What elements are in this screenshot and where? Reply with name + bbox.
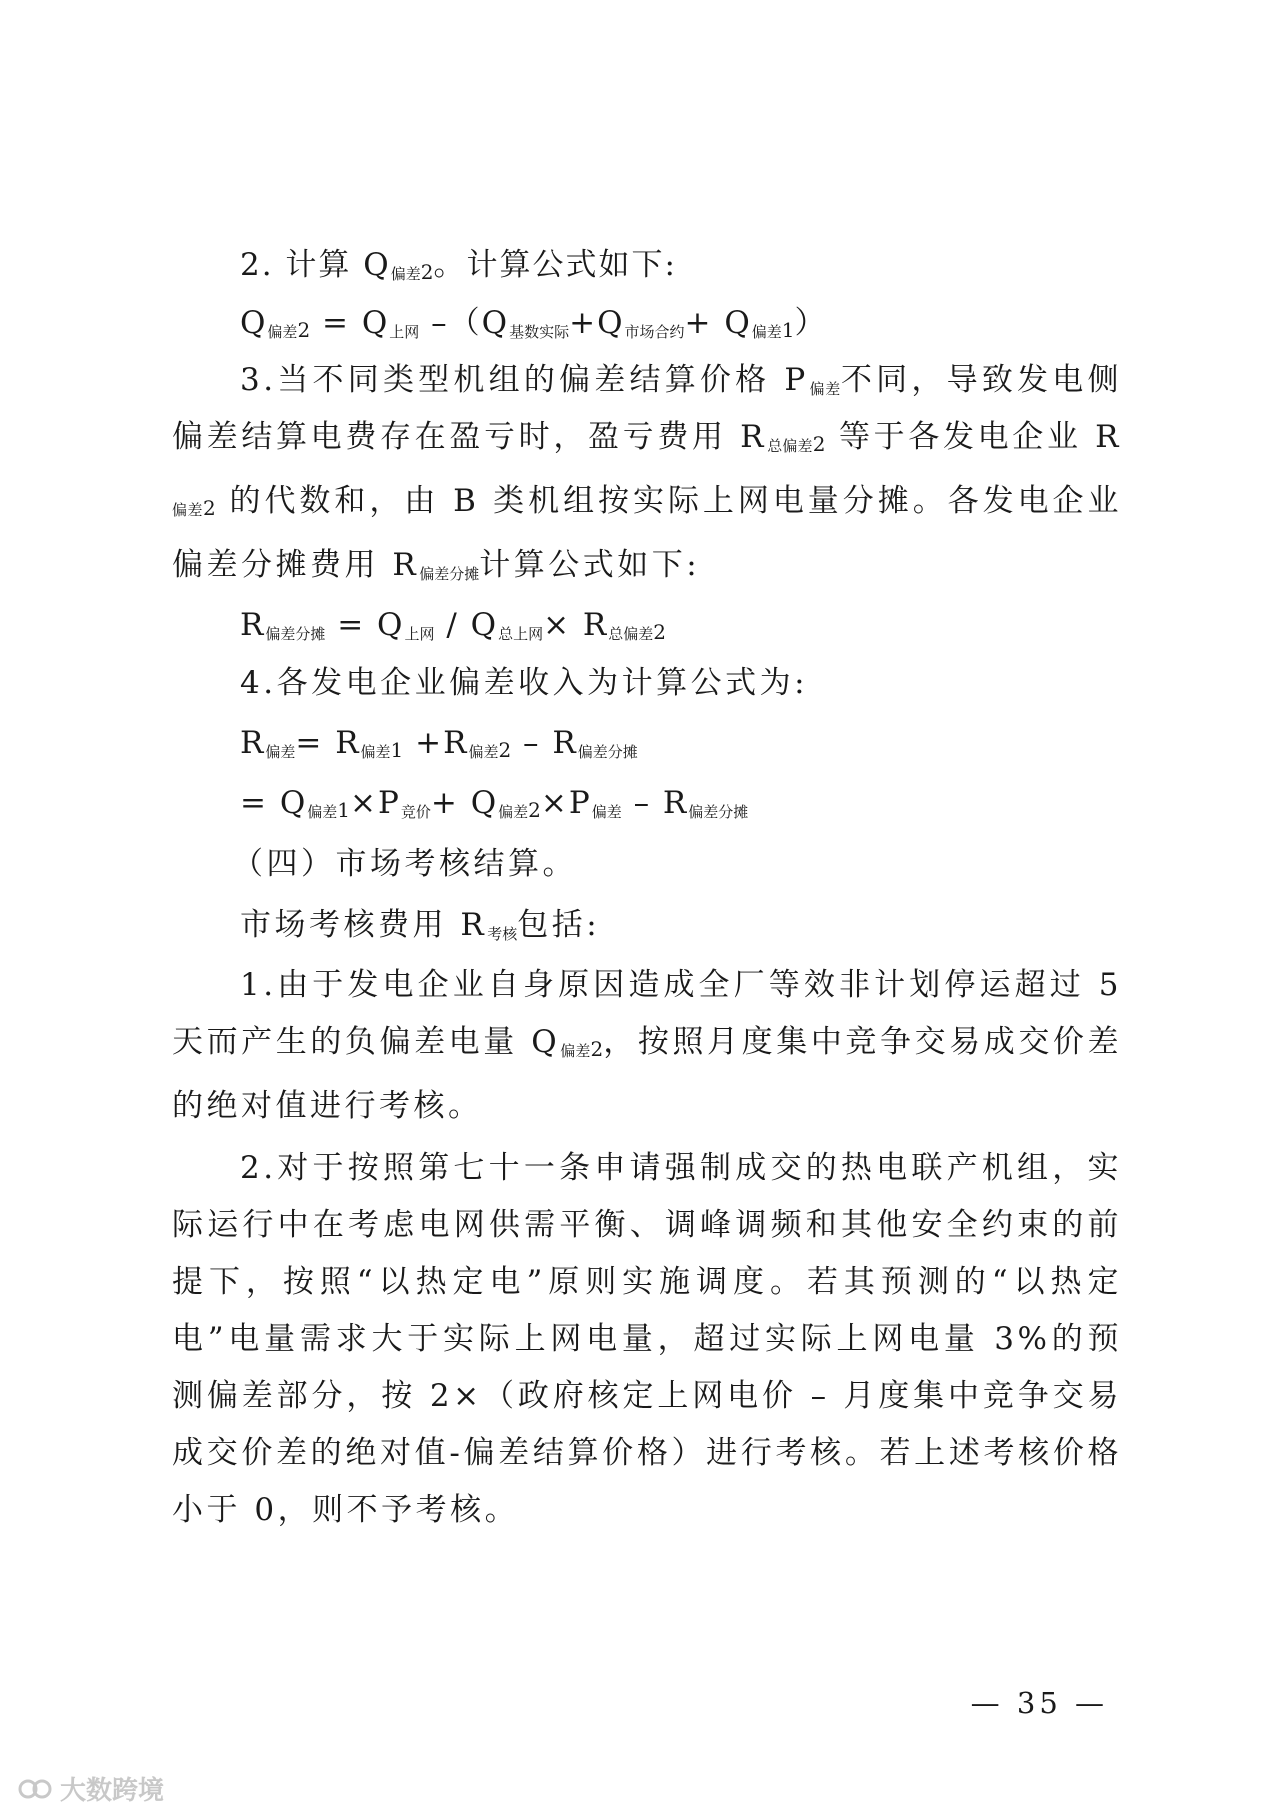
watermark <box>18 1770 164 1807</box>
watermark-logo-icon <box>18 1777 54 1801</box>
formula-income-expanded: = $Q_{偏差}1\times P_{竞价}+ Q_{偏差}2\times P_{偏差} - R_{偏差分摊}$ <box>240 785 749 822</box>
formula-allocation: $R_{偏差分摊} = Q_{上网} / Q_{总上网}\times R_{总偏差}2$ <box>240 607 666 644</box>
watermark-text: 大数跨境 <box>60 1776 165 1806</box>
formula-q2: $Q_{偏差}2 = Q_{上网}$ $-(Q_{基数实际}+Q_{市场合约}+ Q_{偏差}1)$ <box>240 305 828 342</box>
formula-income: $R_{偏差}= R_{偏差}1 +R_{偏差}2 - R_{偏差分摊}$ <box>240 725 638 762</box>
paragraph-assessment-item-1: 1.由于发电企业自身原因造成全厂等效非计划停运超过 5 天而产生的负偏差电量 $Q_{偏差}2$，按照月度集中竞争交易成交价差的绝对值进行考核。 <box>172 967 1122 1124</box>
formula-heading-q2: 2. 计算 $Q_{偏差}2$。计算公式如下: <box>240 247 677 284</box>
paragraph-deviation-allocation: 3.当不同类型机组的偏差结算价格 $P_{偏差}$不同，导致发电侧偏差结算电费存在盈亏时，盈亏费用 $R_{总偏差}2$ 等于各发电企业 $R_{偏差}2$ 的代数和，由 B 类机组按实际上网电量分摊。各发电企业偏差分摊费用 $R_{偏差分摊}$计算公式如下: <box>172 362 1122 583</box>
formula-income-heading: 4.各发电企业偏差收入为计算公式为: <box>240 665 809 701</box>
paragraph-assessment-item-2: 2.对于按照第七十一条申请强制成交的热电联产机组，实际运行中在考虑电网供需平衡、调峰调频和其他安全约束的前提下，按照“以热定电”原则实施调度。若其预测的“以热定电”电量需求大于实际上网电量，超过实际上网电量 3%的预测偏差部分，按 2×（政府核定上网电价 – 月度集中竞争交易成交价差的绝对值-偏差结算价格）进行考核。若上述考核价格小于 0，则不予考核。 <box>172 1150 1122 1528</box>
page-number: — 35 — <box>970 1686 1108 1720</box>
section-heading-market-assessment: （四）市场考核结算。 <box>232 846 577 882</box>
assessment-fee-intro: 市场考核费用 $R_{考核}$包括: <box>240 907 601 943</box>
